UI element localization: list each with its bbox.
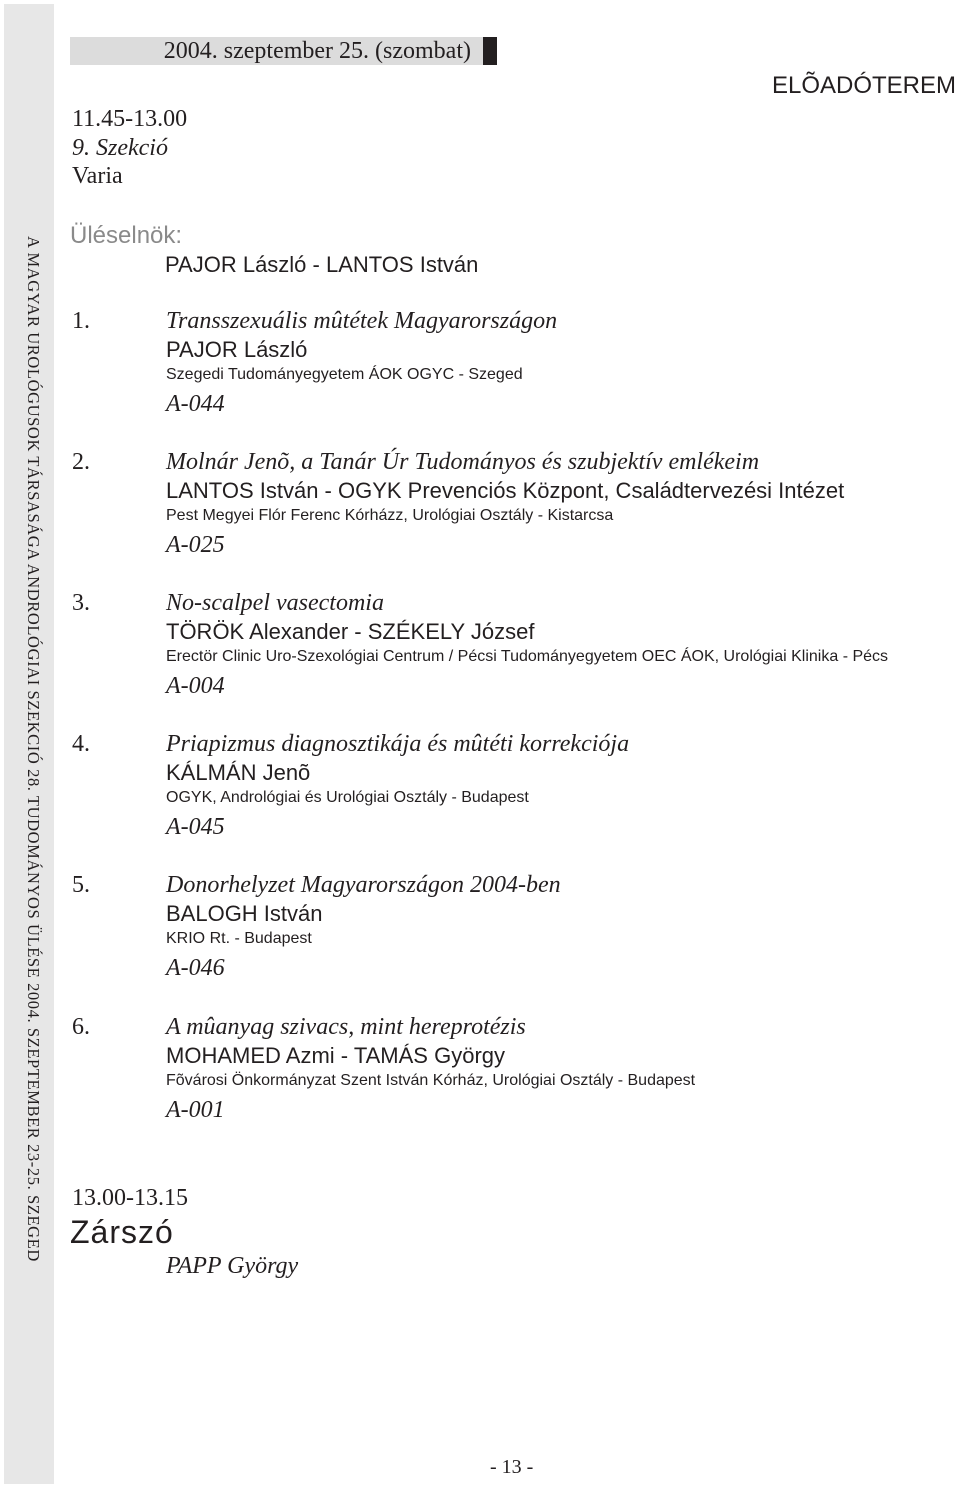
talk-authors: MOHAMED Azmi - TAMÁS György [166, 1043, 506, 1068]
talk-title: Donorhelyzet Magyarországon 2004-ben [166, 872, 561, 898]
talk-title: A mûanyag szivacs, mint hereprotézis [166, 1014, 526, 1040]
talk-code: A-001 [166, 1097, 225, 1123]
talk-number: 3. [72, 590, 90, 616]
talk-code: A-044 [166, 391, 225, 417]
talk-code: A-004 [166, 673, 225, 699]
talk-number: 2. [72, 449, 90, 475]
talk-authors: PAJOR László [166, 337, 308, 362]
room-label: ELÕADÓTEREM [771, 72, 956, 99]
running-title: A MAGYAR UROLÓGUSOK TÁRSASÁGA ANDROLÓGIAI SZEKCIÓ 28. TUDOMÁNYOS ÜLÉSE 2004. SZEPTEMBER 23-25. SZEGED [24, 236, 43, 1262]
talk-authors: LANTOS István - OGYK Prevenciós Központ, Családtervezési Intézet [166, 478, 845, 503]
talk-title: No-scalpel vasectomia [166, 590, 384, 616]
closing-time: 13.00-13.15 [72, 1185, 188, 1211]
talk-number: 1. [72, 308, 90, 334]
date-bar [70, 37, 497, 65]
talk-title: Molnár Jenõ, a Tanár Úr Tudományos és szubjektív emlékeim [166, 449, 760, 475]
talk-institution: Fõvárosi Önkormányzat Szent István Kórház, Urológiai Osztály - Budapest [166, 1072, 696, 1089]
talk-authors: TÖRÖK Alexander - SZÉKELY József [166, 619, 535, 644]
talk-institution: KRIO Rt. - Budapest [166, 930, 312, 947]
date-bar-block [483, 37, 497, 65]
session-time: 11.45-13.00 [72, 106, 188, 132]
closing-speaker: PAPP György [166, 1253, 299, 1279]
session-label: 9. Szekció [72, 135, 168, 161]
talk-title: Transszexuális mûtétek Magyarországon [166, 308, 558, 334]
talk-number: 6. [72, 1014, 90, 1040]
talk-institution: OGYK, Andrológiai és Urológiai Osztály - Budapest [166, 789, 529, 806]
talk-number: 4. [72, 731, 90, 757]
sidebar-band [4, 4, 54, 1484]
date-label: 2004. szeptember 25. (szombat) [163, 38, 471, 64]
chairs-names: PAJOR László - LANTOS István [165, 252, 479, 277]
talk-code: A-045 [166, 814, 225, 840]
talk-code: A-046 [166, 955, 225, 981]
talk-institution: Szegedi Tudományegyetem ÁOK OGYC - Szeged [166, 366, 523, 383]
closing-label: Zárszó [70, 1214, 174, 1250]
chairs-label: Üléselnök: [70, 222, 183, 249]
talk-institution: Pest Megyei Flór Ferenc Kórházz, Urológiai Osztály - Kistarcsa [166, 507, 614, 524]
talk-authors: KÁLMÁN Jenõ [166, 760, 311, 785]
talk-number: 5. [72, 872, 90, 898]
talk-title: Priapizmus diagnosztikája és mûtéti korrekciója [166, 731, 630, 757]
session-topic: Varia [72, 163, 123, 189]
talk-authors: BALOGH István [166, 901, 323, 926]
talk-code: A-025 [166, 532, 225, 558]
talk-institution: Erectör Clinic Uro-Szexológiai Centrum / Pécsi Tudományegyetem OEC ÁOK, Urológiai Klinika - Pécs [166, 648, 889, 665]
page-number: - 13 - [490, 1456, 534, 1478]
